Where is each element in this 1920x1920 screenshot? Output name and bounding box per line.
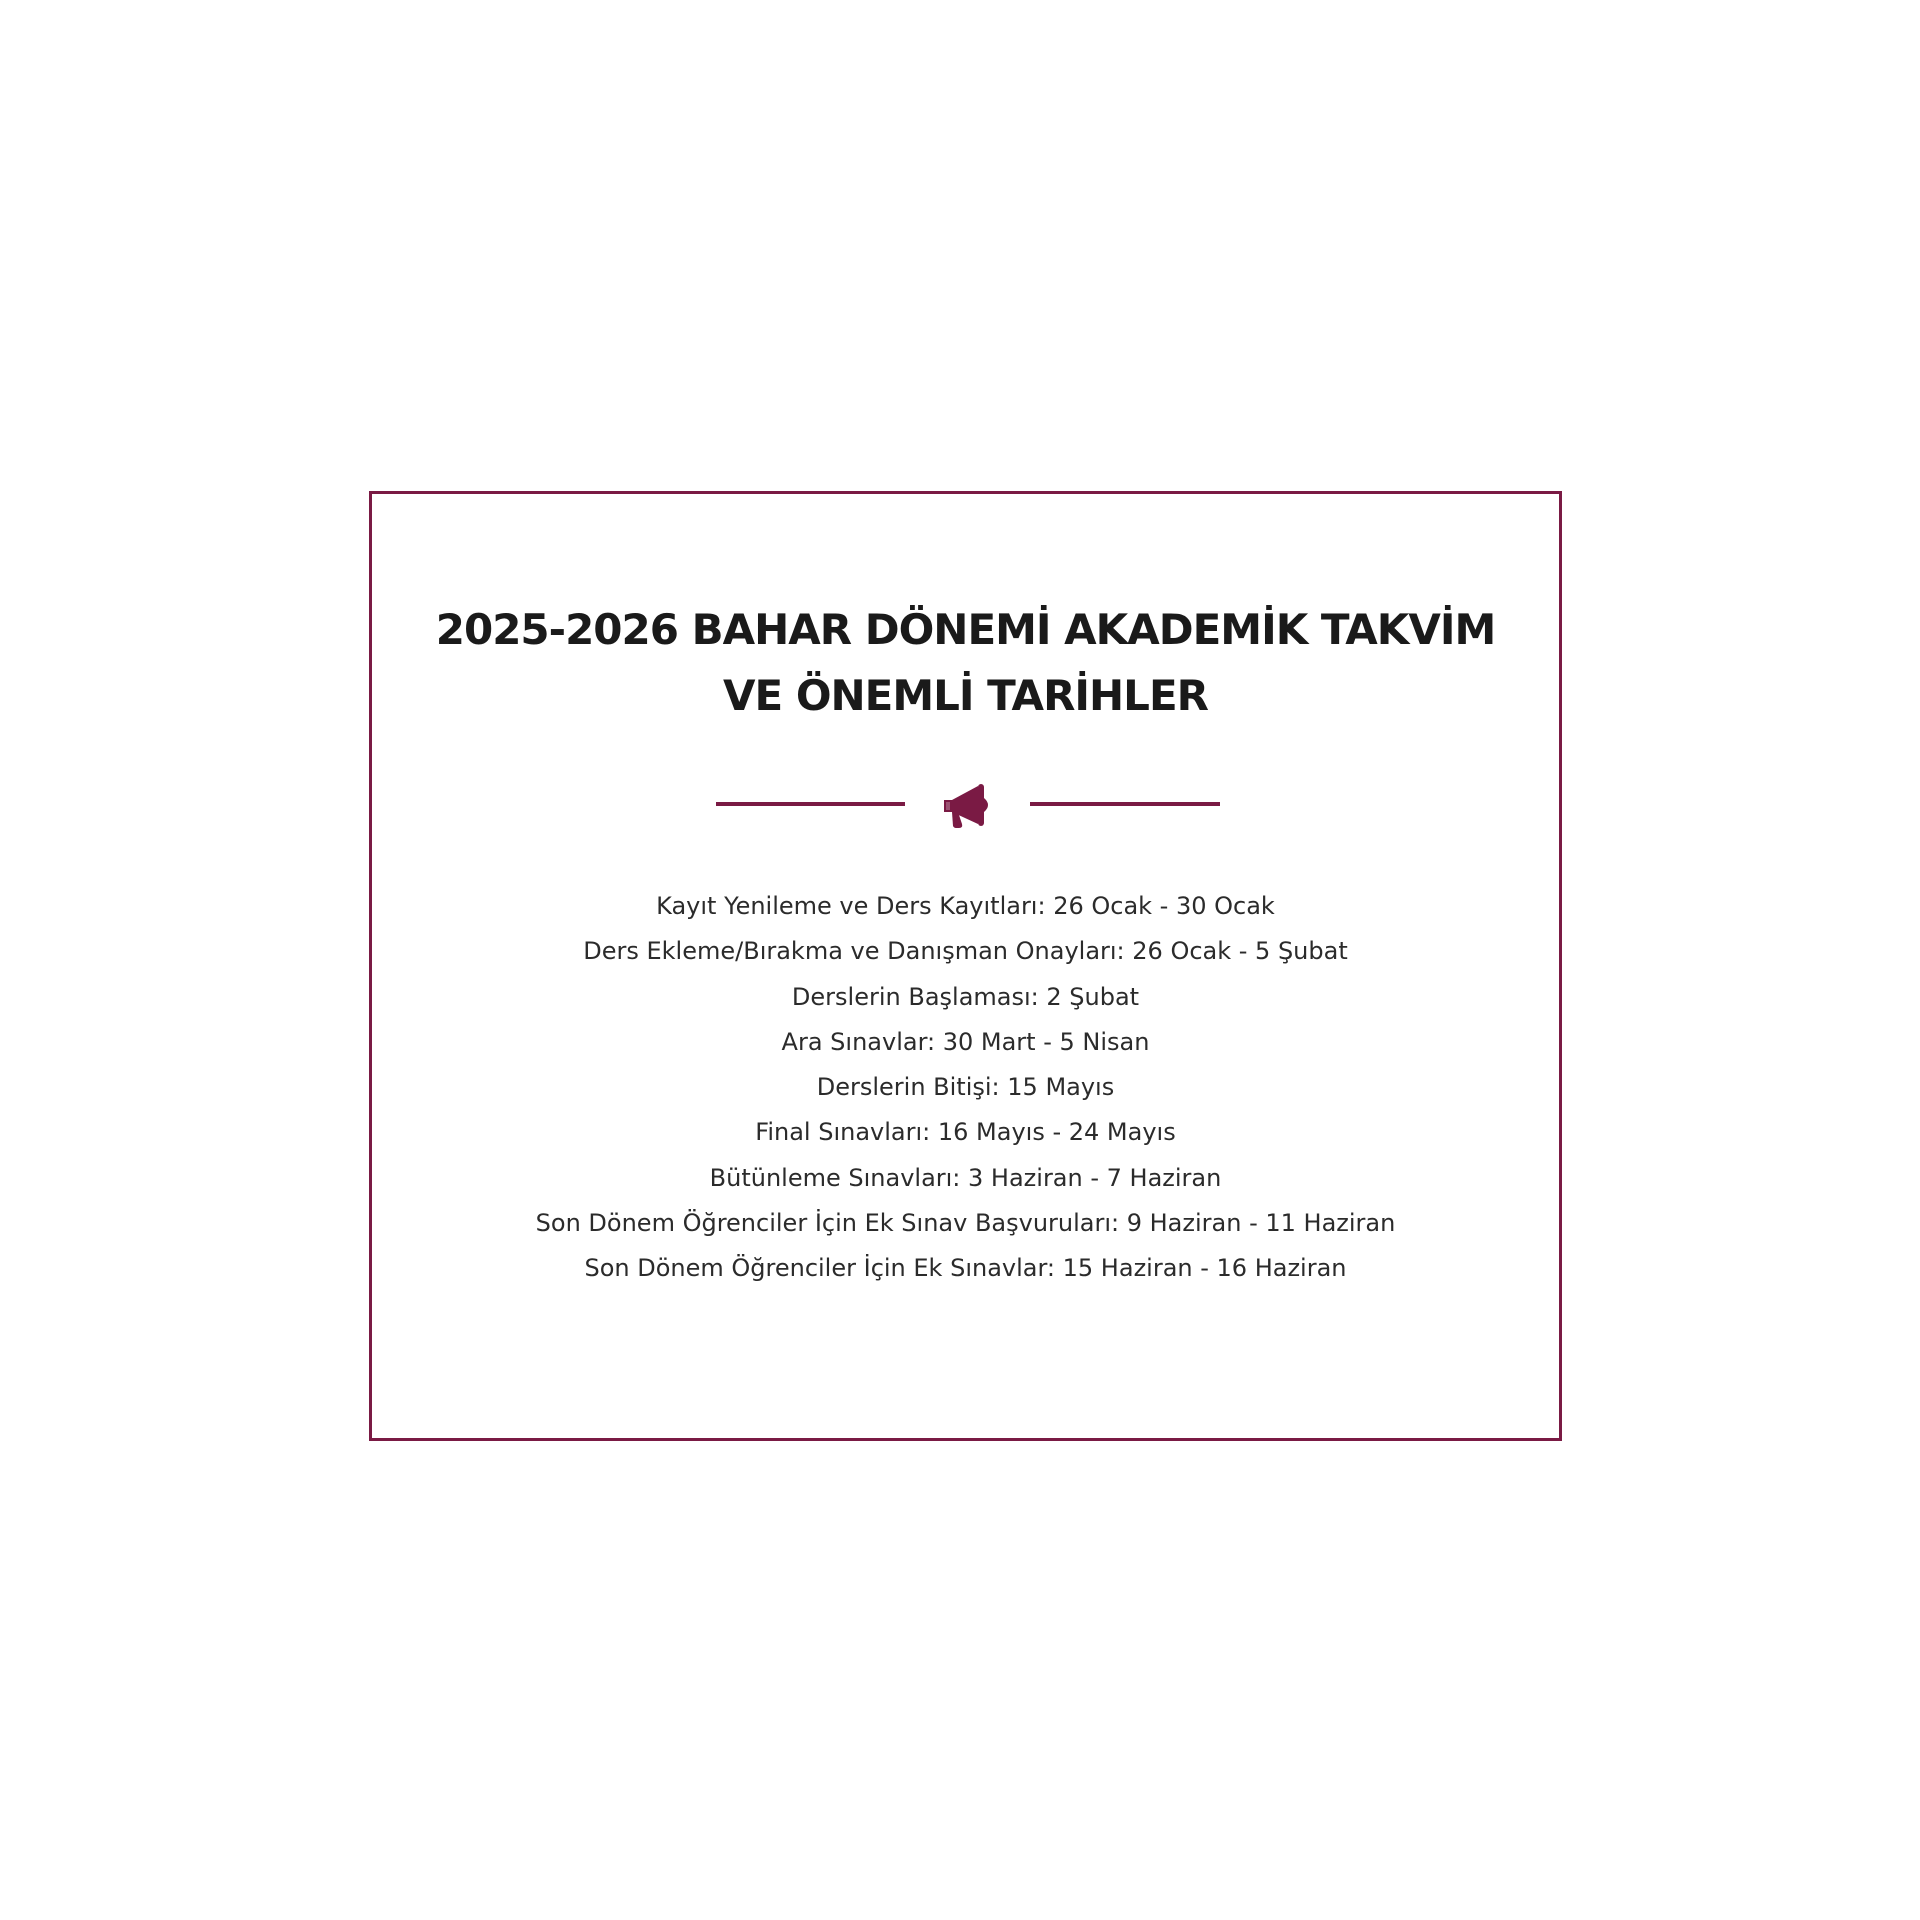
list-item: Son Dönem Öğrenciler İçin Ek Sınavlar: 15 Haziran - 16 Haziran [584,1254,1347,1283]
page-title: 2025-2026 BAHAR DÖNEMİ AKADEMİK TAKVİM VE ÖNEMLİ TARİHLER [435,605,1496,720]
list-item: Son Dönem Öğrenciler İçin Ek Sınav Başvuruları: 9 Haziran - 11 Haziran [535,1209,1396,1238]
important-dates-list [392,884,1539,1292]
list-item: Ara Sınavlar: 30 Mart - 5 Nisan [781,1027,1150,1056]
title-divider [372,780,1559,830]
megaphone-icon [942,780,994,830]
divider-line-left [716,802,905,806]
list-item: Bütünleme Sınavları: 3 Haziran - 7 Haziran [709,1163,1222,1192]
academic-calendar-card [369,491,1562,1441]
list-item: Derslerin Bitişi: 15 Mayıs [816,1073,1115,1102]
divider-line-right [1030,802,1220,806]
list-item: Kayıt Yenileme ve Ders Kayıtları: 26 Ocak - 30 Ocak [656,892,1275,920]
list-item: Ders Ekleme/Bırakma ve Danışman Onayları: 26 Ocak - 5 Şubat [583,937,1348,966]
list-item: Derslerin Başlaması: 2 Şubat [791,982,1140,1011]
list-item: Final Sınavları: 16 Mayıs - 24 Mayıs [755,1118,1176,1147]
